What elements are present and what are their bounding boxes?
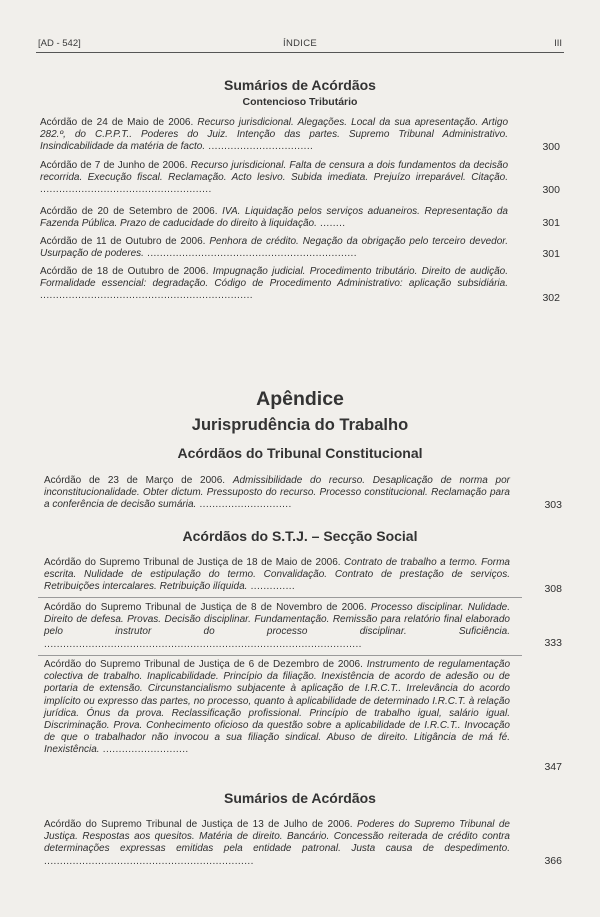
entry-text: [40, 160, 508, 197]
section-title-sumarios-stj: Sumários de Acórdãos: [224, 790, 376, 806]
header-ref: [AD - 542]: [38, 38, 81, 49]
entry-body: Instrumento de regulamentação colectiva de trabalho. Inaplicabilidade. Princípio da filiação. Inexistência de acordo de adesão ou de portaria de extensão. Circunstancialismo subjacente à aplicação de I.R.C.T.. Irrelevância do acordo implícito ou expresso das partes, no processo, quanto à aplicabilidade de determinado I.R.C.T. à relação jurídica. Ónus da prova. Reclassificação profissional. Princípio de trabalho igual, salário igual. Discriminação. Prova. Conhecimento oficioso da questão sobre a aplicabilidade de I.R.C.T.. Invocação de que o trabalhador não invocou a sua filiação sindical. Abuso de direito. Litigância de má fé. Inexistência.: [44, 659, 510, 756]
entry-text: [44, 819, 510, 868]
entry-text: [44, 475, 510, 512]
section-title-stj: Acórdãos do S.T.J. – Secção Social: [182, 528, 418, 544]
entry-text: [40, 117, 508, 154]
leader-dots: ........: [316, 218, 346, 230]
entry-text: [44, 602, 510, 651]
leader-dots: ...........................: [99, 744, 189, 756]
entry-lead: Acórdão de 24 de Maio de 2006.: [40, 117, 194, 128]
page-header: [38, 38, 562, 52]
entry-body: Recurso jurisdicional. Falta de censura a dois fundamentos da decisão recorrida. Execução fiscal. Reclamação. Acto lesivo. Subida imediata. Prejuízo irreparável. Citação.: [40, 160, 509, 184]
entry-body: Processo disciplinar. Nulidade. Direito de defesa. Provas. Decisão disciplinar. Fundamentação. Remissão para relatório final elaborado pelo instrutor do processo disciplinar. Suficiência.: [44, 602, 510, 638]
leader-dots: ....................................................................................................: [44, 638, 362, 650]
leader-dots: ......................................................: [40, 184, 212, 196]
appendix-subtitle: Jurisprudência do Trabalho: [191, 416, 409, 434]
leader-dots: .............................: [196, 499, 292, 511]
leader-dots: ..................................................................: [143, 248, 357, 260]
entry-text: [40, 206, 508, 230]
entry-page: 303: [544, 499, 562, 511]
header-rule: [36, 52, 564, 53]
entry-body: IVA. Liquidação pelos serviços aduaneiros. Representação da Fazenda Pública. Prazo de caducidade do direito à liquidação.: [40, 206, 508, 230]
entry-lead: Acórdão de 23 de Março de 2006.: [44, 475, 226, 486]
entry-page: 308: [544, 583, 562, 595]
entry-lead: Acórdão do Supremo Tribunal de Justiça de 8 de Novembro de 2006.: [44, 602, 367, 613]
entry-text: [44, 557, 510, 594]
entry-body: Penhora de crédito. Negação da obrigação pelo terceiro devedor. Usurpação de poderes.: [40, 236, 508, 260]
appendix-title: Apêndice: [256, 388, 344, 410]
entry-body: Impugnação judicial. Procedimento tributário. Direito de audição. Formalidade essencial: degradação. Código de Procedimento Administrativo: aplicação subsidiária.: [40, 266, 509, 290]
entry-page: 301: [542, 248, 560, 260]
entry-page: 302: [542, 292, 560, 304]
entry-lead: Acórdão do Supremo Tribunal de Justiça de 18 de Maio de 2006.: [44, 557, 341, 568]
entry-page: 301: [542, 217, 560, 229]
leader-dots: .................................: [205, 141, 314, 153]
entry-lead: Acórdão de 7 de Junho de 2006.: [40, 160, 188, 171]
section-subtitle-contencioso: Contencioso Tributário: [242, 96, 358, 108]
entry-page: 347: [544, 761, 562, 773]
entry-body: Admissibilidade do recurso. Desaplicação de norma por inconstitucionalidade. Obter dictum. Pressuposto do recurso. Processo constitucional. Reclamação para a conferência de decisão sumária.: [44, 475, 511, 511]
entry-body: Contrato de trabalho a termo. Forma escrita. Nulidade de estipulação do termo. Convalidação. Contrato de prestação de serviços. Retribuições intercalares. Retribuição ilíquida.: [44, 557, 510, 593]
entry-lead: Acórdão de 20 de Setembro de 2006.: [40, 206, 218, 217]
section-title-tc: Acórdãos do Tribunal Constitucional: [177, 445, 423, 461]
entry-lead: Acórdão do Supremo Tribunal de Justiça de 6 de Dezembro de 2006.: [44, 659, 363, 670]
header-page-number: III: [554, 38, 562, 49]
entry-body: Poderes do Supremo Tribunal de Justiça. Respostas aos quesitos. Matéria de direito. Bancário. Concessão reiterada de crédito contra determinações expressas emitidas pela entidade patronal. Justa causa de despedimento.: [44, 819, 510, 855]
header-title: ÍNDICE: [283, 38, 317, 49]
section-title-sumarios: Sumários de Acórdãos: [224, 77, 376, 93]
entry-text: [40, 266, 508, 303]
entry-lead: Acórdão do Supremo Tribunal de Justiça de 13 de Julho de 2006.: [44, 819, 353, 830]
entry-body: Recurso jurisdicional. Alegações. Local da sua apresentação. Artigo 282.º, do C.P.P.T.. Poderes do Juiz. Intenção das partes. Supremo Tribunal Administrativo. Insindicabilidade da matéria de facto.: [40, 117, 509, 153]
entry-lead: Acórdão de 11 de Outubro de 2006.: [40, 236, 206, 247]
entry-lead: Acórdão de 18 de Outubro de 2006.: [40, 266, 209, 277]
entry-page: 300: [542, 141, 560, 153]
entry-page: 300: [542, 184, 560, 196]
leader-dots: ..............: [247, 581, 296, 593]
entry-page: 366: [544, 855, 562, 867]
entry-text: [40, 236, 508, 260]
divider: [38, 655, 522, 656]
leader-dots: ..................................................................: [44, 855, 254, 867]
entry-text: [44, 659, 510, 757]
leader-dots: ...................................................................: [40, 290, 253, 302]
entry-page: 333: [544, 637, 562, 649]
divider: [38, 597, 522, 598]
